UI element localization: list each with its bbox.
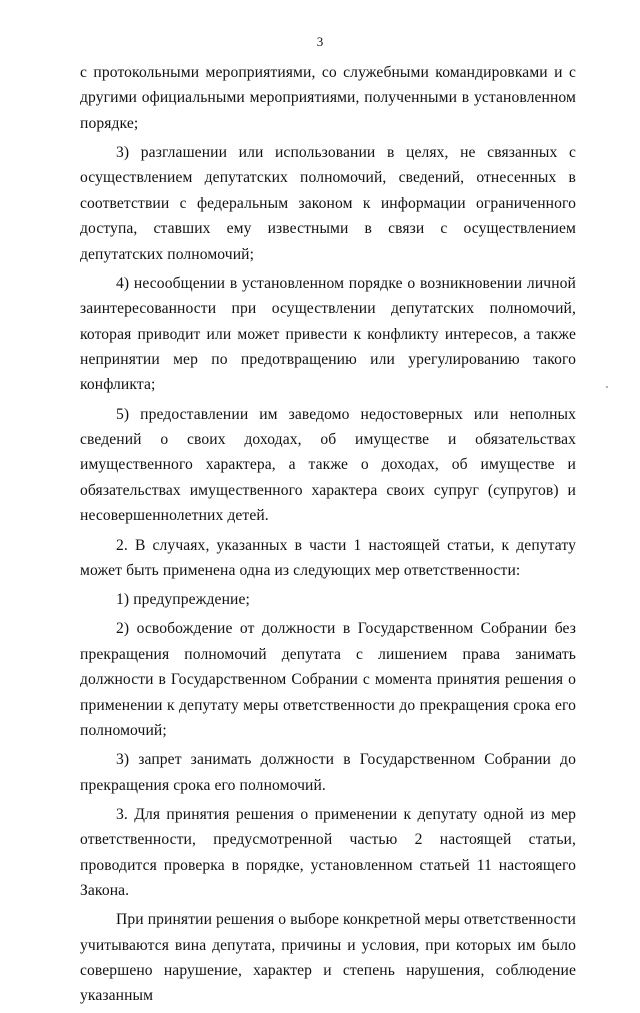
paragraph-measure-1: 1) предупреждение; [116, 591, 250, 609]
paragraph-part-3: 3. Для принятия решения о применении к депутату одной из мер ответственности, предусмотренной частью 2 настоящей статьи, проводится проверка в порядке, установленном статьей 11 настоящего Закона. [80, 805, 576, 899]
paragraph-continuation: с протокольными мероприятиями, со служебными командировками и с другими официальными мероприятиями, полученными в установленном порядке; [80, 64, 576, 132]
paragraph-decision: При принятии решения о выборе конкретной меры ответственности учитываются вина депутата, причины и условия, при которых им было совершено нарушение, характер и степень нарушения, соблюдение указанным [80, 911, 576, 1005]
document-body [80, 60, 576, 1013]
paragraph-item-4: 4) несообщении в установленном порядке о возникновении личной заинтересованности при осуществлении депутатских полномочий, которая приводит или может привести к конфликту интересов, а также непринятии мер по предотвращению или урегулированию такого конфликта; [80, 274, 576, 394]
scan-speck [606, 386, 608, 388]
paragraph-measure-3: 3) запрет занимать должности в Государственном Собрании до прекращения срока его полномочий. [80, 751, 576, 794]
paragraph-part-2: 2. В случаях, указанных в части 1 настоящей статьи, к депутату может быть применена одна из следующих мер ответственности: [80, 536, 576, 579]
paragraph-item-5: 5) предоставлении им заведомо недостоверных или неполных сведений о своих доходах, об имуществе и обязательствах имущественного характера, а также о доходах, об имуществе и обязательствах имущественного характера своих супруг (супругов) и несовершеннолетних детей. [80, 405, 576, 525]
page-number: 3 [316, 34, 324, 49]
paragraph-item-3: 3) разглашении или использовании в целях, не связанных с осуществлением депутатских полномочий, сведений, отнесенных в соответствии с федеральным законом к информации ограниченного доступа, ставших ему известными в связи с осуществлением депутатских полномочий; [80, 144, 576, 263]
paragraph-measure-2: 2) освобождение от должности в Государственном Собрании без прекращения полномочий депутата с лишением права занимать должности в Государственном Собрании с момента принятия решения о применении к депутату меры ответственности до прекращения срока его полномочий; [80, 620, 576, 739]
